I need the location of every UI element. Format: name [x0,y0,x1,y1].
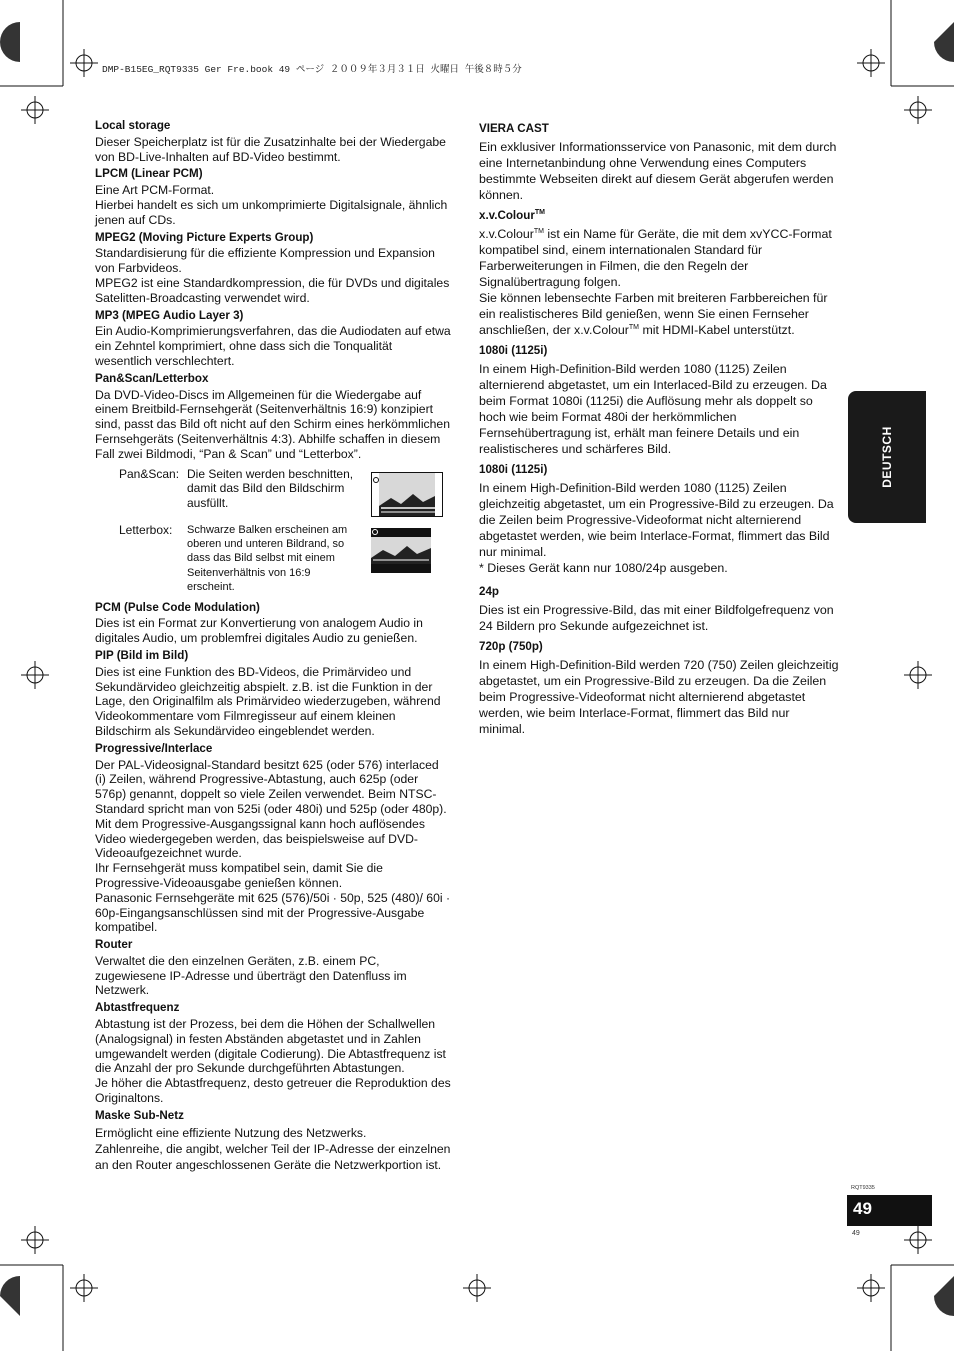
definition [479,290,839,338]
definition: Verwaltet die den einzelnen Geräten, z.B. einem PC, zugewiesene IP-Adresse und überträgt den Datenfluss im Netzwerk. [95,953,407,998]
definition: Ihr Fernsehgerät muss kompatibel sein, damit Sie die Progressive-Videoausgabe genießen können. [95,861,383,890]
pan-scan-label: Pan&Scan: [119,466,180,481]
definition: Ein exklusiver Informationsservice von Panasonic, mit dem durch eine Internetanbindung ohne Verwendung eines Computers bestimmte Webseiten direkt auf diesem Gerät abgerufen werden können. [479,140,837,202]
page-number-small: 49 [852,1230,860,1237]
entry-pip [95,649,451,739]
entry-local-storage [95,119,451,164]
term: LPCM (Linear PCM) [95,167,203,181]
definition [479,226,839,290]
entry-pan-scan [95,372,451,595]
term: Local storage [95,119,171,132]
entry-lpcm [95,167,451,227]
term: 24p [479,585,499,598]
term: Router [95,938,133,952]
term: MP3 (MPEG Audio Layer 3) [95,308,244,322]
definition: Der PAL-Videosignal-Standard besitzt 625 (oder 576) interlaced (i) Zeilen, während Progressive-Abtastung, auch 625p (oder 576p) genannt, doppelt so viele Zeilen verwendet. Beim NTSC-Standard spricht man von 525i (oder 480i) und 525p (oder 480p). [95,757,447,816]
entry-viera-cast [479,121,839,203]
entry-1080i-interlace [479,343,839,457]
entry-mpeg2 [95,231,451,306]
term: PIP (Bild im Bild) [95,648,189,662]
definition-part: x.v.Colour [479,227,534,241]
model-code: RQT9335 [851,1185,875,1191]
definition: Da DVD-Video-Discs im Allgemeinen für die Wiedergabe auf einem Breitbild-Fernsehgerät (Seitenverhältnis 16:9) konzipiert sind, passt das Bild oft nicht auf den Schirm eines herkömmlichen Fernsehgeräts (Seitenverhältnis 4:3). Abhilfe schaffen in diesem Fall zwei Bildmodi, “Pan & Scan” und “Letterbox”. [95,387,450,461]
letterbox-illustration [119,523,451,595]
definition-part: Sie können lebensechte Farben mit breiteren Farbbereichen für ein realistischeres Bild genießen, wenn Sie einen Fernseher anschließen, der x.v.Colour [479,291,828,337]
term: Maske Sub-Netz [95,1108,184,1122]
pan-scan-thumbnail-icon [371,472,443,517]
term: Progressive/Interlace [95,741,213,755]
trademark: TM [628,323,640,331]
definition: In einem High-Definition-Bild werden 1080 (1125) Zeilen gleichzeitig abgetastet, um ein Progressive-Bild zu erzeugen. Da die Zeilen beim Progressive-Videoformat nicht alternierend abgetastet werden, wie beim Interlace-Format, flimmert das Bild nur minimal. [479,481,834,559]
definition-part: mit HDMI-Kabel unterstützt. [639,323,795,337]
definition: Zahlenreihe, die angibt, welcher Teil der IP-Adresse der einzelnen an den Router angeschlossenen Geräte die Netzwerkportion ist. [95,1141,451,1172]
definition: In einem High-Definition-Bild werden 1080 (1125) Zeilen alternierend abgetastet, um ein Interlaced-Bild zu erzeugen. Da beim Format 1080i (1125i) die Auflösung mehr als doppelt so hoch wie beim Format 480i der herkömmlichen Fernsehübertragung ist, erhält man feinere Details und ein realistischeres und schärferes Bild. [479,362,827,456]
term: 1080i (1125i) [479,344,548,357]
definition: Mit dem Progressive-Ausgangssignal kann hoch auflösendes Video wiedergegeben werden, das beispielsweise auf DVD-Videoaufgezeichnet wurde. [95,816,425,861]
definition: Eine Art PCM-Format. [95,183,215,198]
term-text: x.v.Colour [479,209,535,222]
term: MPEG2 (Moving Picture Experts Group) [95,230,314,244]
entry-24p [479,584,839,634]
definition: Dieser Speicherplatz ist für die Zusatzinhalte bei der Wiedergabe von BD-Live-Inhalten auf BD-Video bestimmt. [95,134,446,164]
entry-mp3 [95,309,451,369]
term: Pan&Scan/Letterbox [95,371,209,385]
term: VIERA CAST [479,122,549,135]
footnote: * Dieses Gerät kann nur 1080/24p ausgeben. [479,561,728,575]
definition: Abtastung ist der Prozess, bei dem die Höhen der Schallwellen (Analogsignal) in festen Abständen abgetastet und in Zahlen umgewandelt werden (digitale Codierung). Die Abtastfrequenz ist die Anzahl der pro Sekunde durchgeführten Abtastungen. [95,1017,446,1076]
definition: Hierbei handelt es sich um unkomprimierte Digitalsignale, ähnlich jenen auf CDs. [95,197,448,227]
definition-part: ist ein Name für Geräte, die mit dem xvYCC-Format kompatibel sind, einem internationalen Standard für Farberweiterungen in Filmen, die den Regeln der Signalübertragung folgen. [479,227,832,289]
term [479,208,839,224]
term: 1080i (1125i) [479,463,548,476]
entry-abtastfrequenz [95,1001,451,1106]
page-number-box [847,1195,932,1226]
language-tab-label: DEUTSCH [880,426,894,488]
page-number: 49 [853,1199,872,1218]
entry-router [95,938,451,998]
entry-1080i-progressive [479,462,839,576]
definition: Je höher die Abtastfrequenz, desto getreuer die Reproduktion des Originaltons. [95,1076,451,1106]
entry-720p [479,639,839,737]
definition: Dies ist ein Format zur Konvertierung von analogem Audio in digitales Audio, um problemfrei digitales Audio zu genießen. [95,616,423,646]
term: PCM (Pulse Code Modulation) [95,600,260,614]
term: Abtastfrequenz [95,1001,180,1015]
letterbox-thumbnail-icon [371,528,431,573]
definition: Panasonic Fernsehgeräte mit 625 (576)/50i · 50p, 525 (480)/ 60i · 60p-Eingangsanschlüssen sind mit der Progressive-Ausgabe kompatibel. [95,890,450,935]
definition: Ein Audio-Komprimierungsverfahren, das die Audiodaten auf etwa ein Zehntel komprimiert, ohne dass sich die Tonqualität wesentlich verschlechtert. [95,324,451,368]
entry-xv-colour [479,208,839,338]
term: 720p (750p) [479,640,543,653]
definition: In einem High-Definition-Bild werden 720 (750) Zeilen gleichzeitig abgetastet, um ein Progressive-Bild zu erzeugen. Da die Zeilen beim Progressive-Videoformat nicht alternierend abgetastet werden, wie beim Interlace-Format, flimmert das Bild nur minimal. [479,658,839,736]
left-column [95,119,451,1176]
definition: Ermöglicht eine effiziente Nutzung des Netzwerks. [95,1125,367,1140]
print-header: DMP-B15EG_RQT9335 Ger Fre.book 49 ページ ２００９年３月３１日 火曜日 午後８時５分 [102,64,522,75]
definition: Standardisierung für die effiziente Kompression und Expansion von Farbvideos. [95,246,435,276]
entry-progressive [95,742,451,935]
trademark: TM [533,227,544,235]
trademark: TM [534,209,545,217]
definition: Dies ist ein Progressive-Bild, das mit einer Bildfolgefrequenz von 24 Bildern pro Sekunde aufgezeichnet ist. [479,603,834,633]
right-column [479,121,839,742]
entry-pcm [95,601,451,646]
letterbox-label: Letterbox: [119,522,173,537]
letterbox-text: Schwarze Balken erscheinen am oberen und unteren Bildrand, so dass das Bild selbst mit einem Seitenverhältnis von 16:9 erscheint. [187,523,348,594]
entry-maske-sub-netz [95,1109,451,1173]
language-tab [848,391,926,523]
pan-scan-illustration [119,467,451,517]
pan-scan-text: Die Seiten werden beschnitten, damit das Bild den Bildschirm ausfüllt. [187,466,354,510]
definition: MPEG2 ist eine Standardkompression, die für DVDs und digitales Satelitten-Broadcasting verwendet wird. [95,275,450,305]
definition: Dies ist eine Funktion des BD-Videos, die Primärvideo und Sekundärvideo gleichzeitig abspielt. z.B. ist die Funktion in der Lage, den Originalfilm als Primärvideo wiederzugeben, während Videokommentare vom Filmregisseur auf einem kleinen Bildschirm als Sekundärvideo eingeblendet werden. [95,664,441,738]
